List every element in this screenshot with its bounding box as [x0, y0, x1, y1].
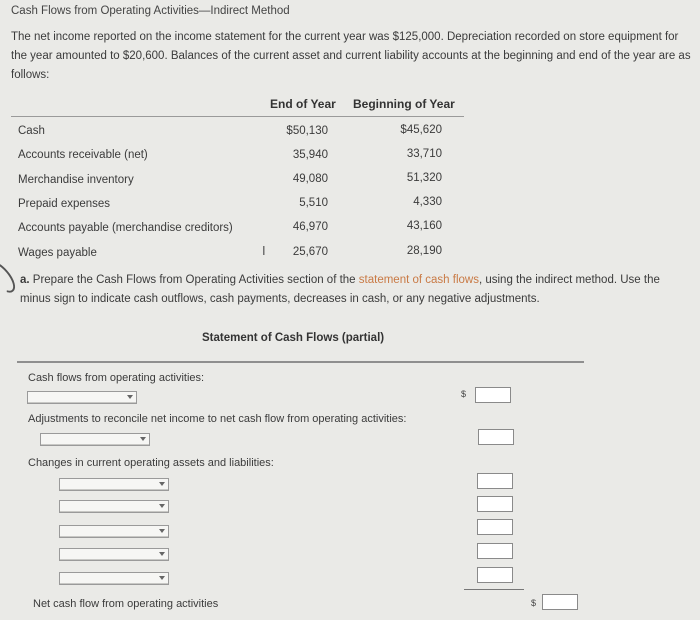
col-header-end-of-year: End of Year — [270, 97, 336, 111]
dollar-sign-net: $ — [531, 598, 537, 608]
row-begin-cash: $45,620 — [400, 124, 442, 136]
row-end-prepaid-expenses: 5,510 — [299, 197, 328, 209]
chevron-down-icon — [159, 482, 165, 486]
question-text-2: , using the indirect method. Use the minus sign to indicate cash outflows, cash payments, decreases in cash, or any negative adjustments. — [20, 274, 660, 305]
subtotal-divider — [464, 589, 524, 590]
net-cash-flow-label: Net cash flow from operating activities — [33, 598, 219, 610]
dropdown-change-5[interactable] — [59, 572, 169, 585]
dropdown-change-4[interactable] — [59, 548, 169, 561]
chevron-down-icon — [159, 576, 165, 580]
col-header-beginning-of-year: Beginning of Year — [353, 97, 455, 111]
table-header-divider — [11, 116, 464, 117]
row-label-prepaid-expenses: Prepaid expenses — [18, 198, 111, 210]
row-label-merchandise-inventory: Merchandise inventory — [18, 174, 134, 186]
statement-of-cash-flows-link[interactable]: statement of cash flows — [358, 274, 479, 286]
chevron-down-icon — [159, 504, 165, 508]
question-letter: a. — [20, 274, 30, 286]
input-change-4-amount[interactable] — [477, 543, 513, 559]
input-depreciation-amount[interactable] — [478, 429, 514, 445]
section-adjustments: Adjustments to reconcile net income to net cash flow from operating activities: — [28, 413, 407, 425]
input-change-5-amount[interactable] — [477, 567, 513, 583]
input-net-income-amount[interactable] — [475, 387, 511, 403]
section-operating-activities: Cash flows from operating activities: — [28, 372, 205, 384]
row-label-accounts-receivable: Accounts receivable (net) — [18, 149, 148, 161]
row-begin-wages-payable: 28,190 — [406, 245, 442, 257]
input-change-3-amount[interactable] — [477, 519, 513, 535]
row-begin-prepaid-expenses: 4,330 — [413, 196, 442, 208]
chevron-down-icon — [159, 529, 165, 533]
statement-title: Statement of Cash Flows (partial) — [202, 332, 385, 344]
chevron-down-icon — [159, 552, 165, 556]
row-begin-merchandise-inventory: 51,320 — [406, 172, 442, 184]
dollar-sign: $ — [461, 389, 467, 399]
row-end-wages-payable: 25,670 — [292, 246, 328, 258]
row-end-accounts-payable: 46,970 — [292, 221, 328, 233]
statement-divider — [17, 361, 584, 363]
row-end-cash: $50,130 — [286, 125, 328, 137]
dropdown-change-2[interactable] — [59, 500, 169, 513]
question-bracket-icon — [0, 257, 20, 298]
chevron-down-icon — [140, 437, 146, 441]
chevron-down-icon — [127, 395, 133, 399]
dropdown-change-1[interactable] — [59, 478, 169, 491]
question-a — [20, 271, 690, 309]
dropdown-adjustment-depreciation[interactable] — [40, 433, 150, 446]
input-change-2-amount[interactable] — [477, 496, 513, 512]
row-label-cash: Cash — [18, 125, 45, 137]
question-text-1: Prepare the Cash Flows from Operating Activities section of the — [29, 274, 359, 286]
page-title: Cash Flows from Operating Activities—Indirect Method — [11, 5, 290, 17]
text-cursor-icon: I — [262, 243, 266, 258]
row-begin-accounts-receivable: 33,710 — [406, 148, 442, 160]
dropdown-change-3[interactable] — [59, 525, 169, 538]
input-change-1-amount[interactable] — [477, 473, 513, 489]
row-begin-accounts-payable: 43,160 — [406, 220, 442, 232]
input-net-cash-flow-amount[interactable] — [542, 594, 578, 610]
section-changes-current: Changes in current operating assets and liabilities: — [28, 457, 274, 469]
row-label-wages-payable: Wages payable — [18, 247, 97, 259]
dropdown-net-income[interactable] — [27, 391, 137, 404]
problem-intro: The net income reported on the income statement for the current year was $125,000. Depreciation recorded on store equipment for the year amounted to $20,600. Balances of the current asset and current liability accounts at the beginning and end of the year are as follows: — [11, 31, 691, 81]
row-label-accounts-payable: Accounts payable (merchandise creditors) — [18, 222, 233, 234]
row-end-merchandise-inventory: 49,080 — [292, 173, 328, 185]
row-end-accounts-receivable: 35,940 — [292, 149, 328, 161]
